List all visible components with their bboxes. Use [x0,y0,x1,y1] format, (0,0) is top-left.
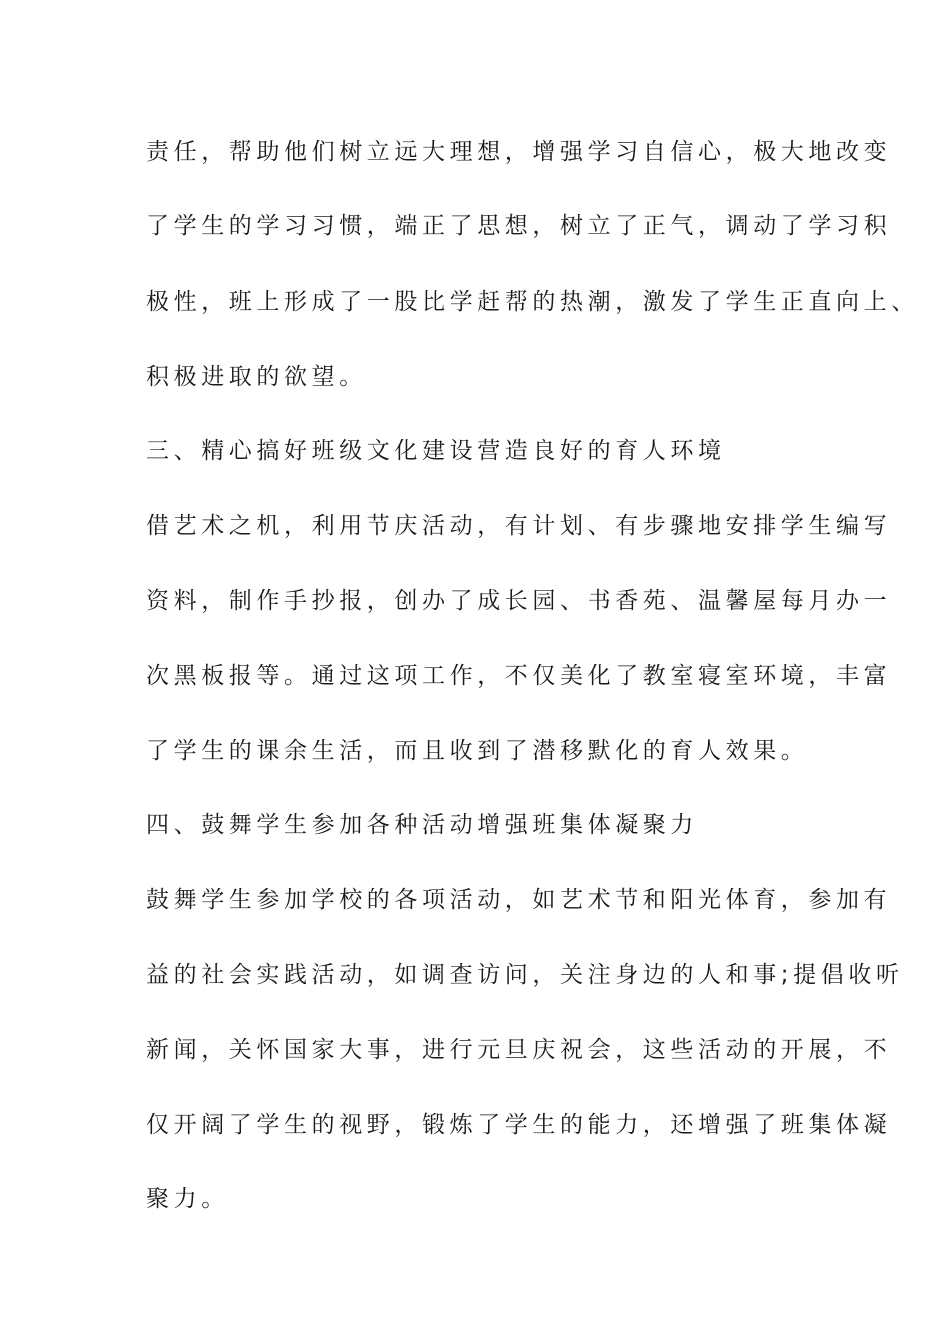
paragraph-line: 了学生的学习习惯，端正了思想，树立了正气，调动了学习积 [146,213,892,239]
paragraph-line: 新闻，关怀国家大事，进行元旦庆祝会，这些活动的开展，不 [146,1037,892,1063]
paragraph-line: 借艺术之机，利用节庆活动，有计划、有步骤地安排学生编写 [146,513,892,539]
paragraph-line: 仅开阔了学生的视野，锻炼了学生的能力，还增强了班集体凝 [146,1112,892,1138]
paragraph-line: 资料，制作手抄报，创办了成长园、书香苑、温馨屋每月办一 [146,588,892,614]
paragraph-line: 次黑板报等。通过这项工作，不仅美化了教室寝室环境，丰富 [146,663,892,689]
section-heading-3: 三、精心搞好班级文化建设营造良好的育人环境 [146,438,726,464]
paragraph-line: 极性，班上形成了一股比学赶帮的热潮，激发了学生正直向上、 [146,289,919,315]
paragraph-line: 鼓舞学生参加学校的各项活动，如艺术节和阳光体育，参加有 [146,887,892,913]
paragraph-line: 聚力。 [146,1186,229,1212]
paragraph-line: 积极进取的欲望。 [146,364,367,390]
paragraph-line: 益的社会实践活动，如调查访问，关注身边的人和事;提倡收听 [146,962,904,988]
paragraph-line: 责任，帮助他们树立远大理想，增强学习自信心，极大地改变 [146,139,892,165]
paragraph-line: 了学生的课余生活，而且收到了潜移默化的育人效果。 [146,738,809,764]
section-heading-4: 四、鼓舞学生参加各种活动增强班集体凝聚力 [146,812,698,838]
